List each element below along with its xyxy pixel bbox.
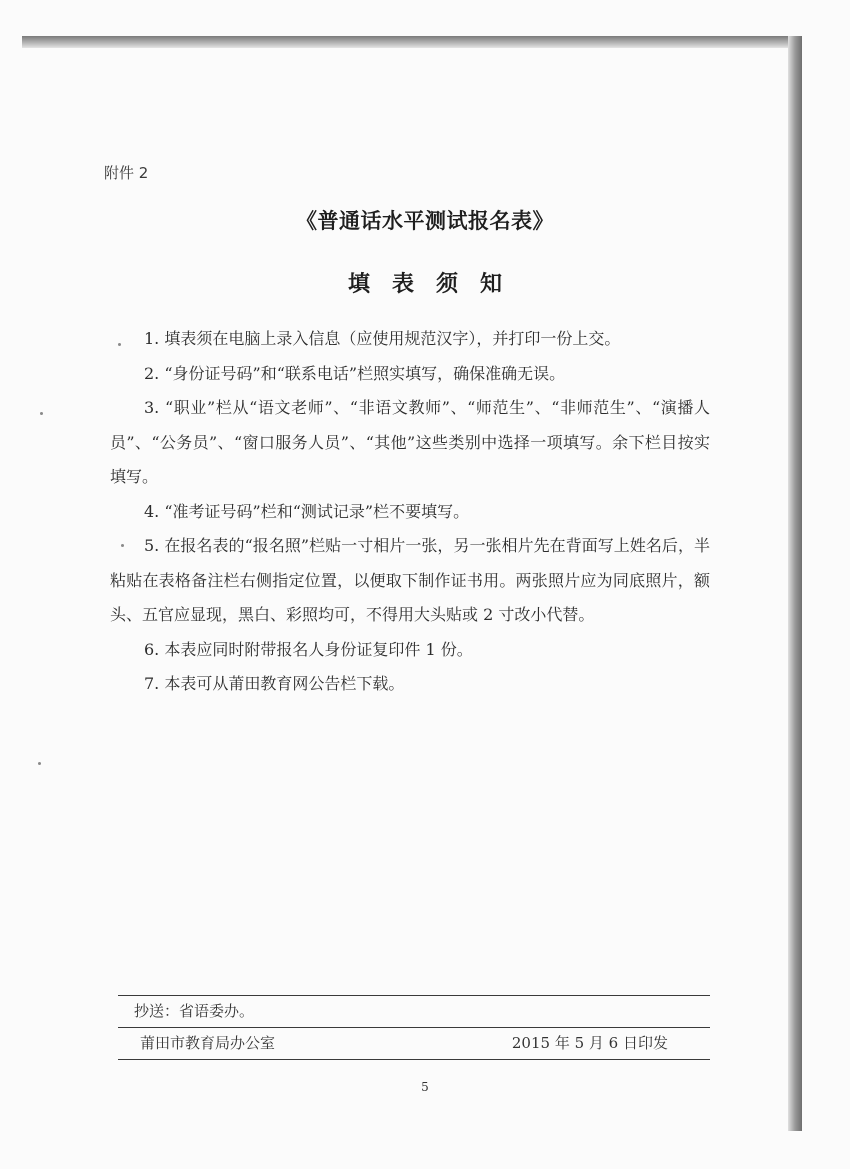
scan-edge-top: [22, 36, 802, 48]
instruction-item: 3. “职业”栏从“语文老师”、“非语文教师”、“师范生”、“非师范生”、“演播人员”、“公务员”、“窗口服务人员”、“其他”这些类别中选择一项填写。余下栏目按实填写。: [110, 398, 710, 486]
page-number: 5: [421, 1080, 429, 1094]
cc-line: 抄送：省语委办。: [134, 1002, 255, 1020]
footer-divider: [118, 1059, 710, 1060]
instruction-item: 1. 填表须在电脑上录入信息（应使用规范汉字），并打印一份上交。: [144, 329, 621, 348]
instruction-item: 7. 本表可从莆田教育网公告栏下载。: [144, 674, 405, 693]
scan-edge-right: [788, 36, 802, 1131]
document-title: 《普通话水平测试报名表》: [296, 209, 554, 233]
notice-heading: 填表须知: [347, 272, 524, 297]
instruction-item: 6. 本表应同时附带报名人身份证复印件 1 份。: [144, 639, 473, 659]
attachment-label: 附件 2: [104, 164, 149, 182]
scan-speck: [38, 762, 41, 765]
instruction-item: 2. “身份证号码”和“联系电话”栏照实填写，确保准确无误。: [144, 363, 566, 383]
document-footer: [118, 995, 710, 1060]
instruction-item: 4. “准考证号码”栏和“测试记录”栏不要填写。: [144, 501, 470, 521]
issue-date: 2015 年 5 月 6 日印发: [511, 1034, 668, 1052]
issuing-office: 莆田市教育局办公室: [140, 1034, 276, 1052]
issuer-row: [118, 1028, 710, 1059]
instruction-item: 5. 在报名表的“报名照”栏贴一寸相片一张，另一张相片先在背面写上姓名后，半粘贴在表格备注栏右侧指定位置，以便取下制作证书用。两张照片应为同底照片，额头、五官应显现，黑白、彩照均可，不得用大头贴或 2 寸改小代替。: [110, 536, 710, 624]
scan-speck: [40, 412, 43, 415]
instructions-list: [110, 322, 710, 702]
